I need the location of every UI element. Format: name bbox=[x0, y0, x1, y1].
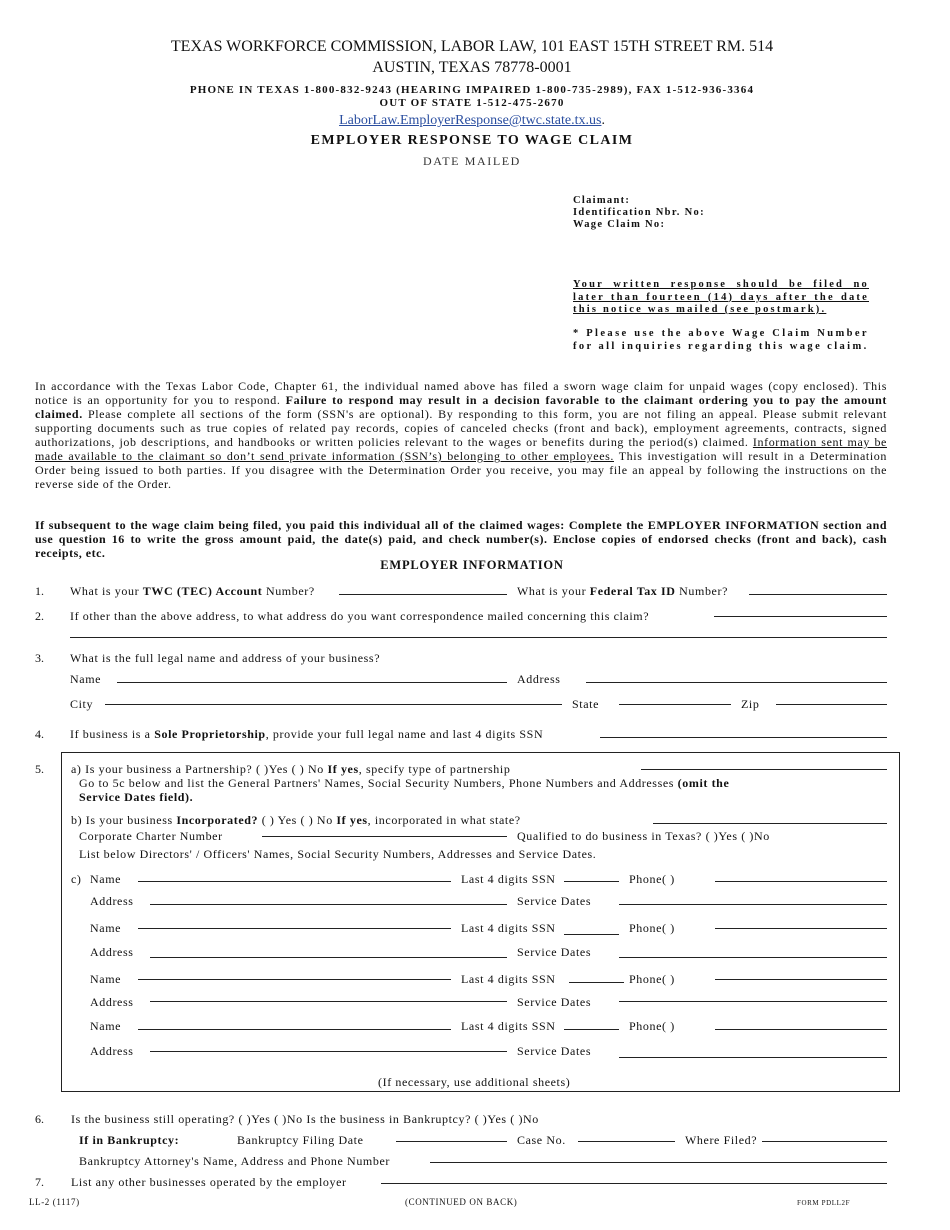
officer-3-name-label: Name bbox=[90, 972, 122, 986]
state-input[interactable] bbox=[619, 704, 731, 705]
form-title: EMPLOYER RESPONSE TO WAGE CLAIM bbox=[310, 133, 634, 148]
officer-4-phone-label: Phone( ) bbox=[629, 1019, 675, 1033]
q5b-label: b) Is your business Incorporated? ( ) Yes ( ) No If yes, incorporated in what state? bbox=[71, 813, 521, 827]
agency-out-of-state-phone: OUT OF STATE 1-512-475-2670 bbox=[379, 97, 565, 109]
business-address-input[interactable] bbox=[586, 682, 887, 683]
city-input[interactable] bbox=[105, 704, 562, 705]
q2-label: If other than the above address, to what address do you want correspondence mailed concerning this claim? bbox=[70, 609, 650, 623]
bankruptcy-attorney-label: Bankruptcy Attorney's Name, Address and Phone Number bbox=[79, 1154, 390, 1168]
where-filed-input[interactable] bbox=[762, 1141, 887, 1142]
wage-claim-label: Wage Claim No: bbox=[573, 219, 666, 230]
q3-number: 3. bbox=[35, 651, 44, 665]
officer-3-address-input[interactable] bbox=[150, 1001, 507, 1002]
officer-1-phone-input[interactable] bbox=[715, 881, 887, 882]
q5a-instruction-2: Service Dates field). bbox=[79, 790, 194, 804]
continued-on-back: (CONTINUED ON BACK) bbox=[405, 1197, 518, 1207]
q4-number: 4. bbox=[35, 727, 44, 741]
officer-1-name-label: Name bbox=[90, 872, 122, 886]
officer-2-name-label: Name bbox=[90, 921, 122, 935]
officer-1-address-label: Address bbox=[90, 894, 134, 908]
correspondence-address-input-2[interactable] bbox=[70, 637, 887, 638]
other-businesses-input[interactable] bbox=[381, 1183, 887, 1184]
officer-4-ssn-input[interactable] bbox=[564, 1029, 619, 1030]
officer-4-ssn-label: Last 4 digits SSN bbox=[461, 1019, 556, 1033]
officer-4-name-input[interactable] bbox=[138, 1029, 451, 1030]
officer-1-service-input[interactable] bbox=[619, 904, 887, 905]
bankruptcy-label: If in Bankruptcy: bbox=[79, 1133, 180, 1147]
agency-phone: PHONE IN TEXAS 1-800-832-9243 (HEARING IMPAIRED 1-800-735-2989), FAX 1-512-936-3364 bbox=[189, 84, 755, 96]
q5a-instruction: Go to 5c below and list the General Partners' Names, Social Security Numbers, Phone Numbers and Addresses (omit the bbox=[79, 776, 730, 790]
charter-number-label: Corporate Charter Number bbox=[79, 829, 223, 843]
q7-number: 7. bbox=[35, 1175, 44, 1189]
officer-1-service-label: Service Dates bbox=[517, 894, 592, 908]
bankruptcy-filing-date-input[interactable] bbox=[396, 1141, 507, 1142]
q7-label: List any other businesses operated by the employer bbox=[71, 1175, 347, 1189]
q6-number: 6. bbox=[35, 1112, 44, 1126]
q3-city-label: City bbox=[70, 697, 94, 711]
officer-3-service-input[interactable] bbox=[619, 1001, 887, 1002]
additional-sheets-note: (If necessary, use additional sheets) bbox=[378, 1075, 571, 1089]
bankruptcy-filing-date-label: Bankruptcy Filing Date bbox=[237, 1133, 364, 1147]
officer-2-ssn-label: Last 4 digits SSN bbox=[461, 921, 556, 935]
qualified-texas-label: Qualified to do business in Texas? ( )Yes ( )No bbox=[517, 829, 770, 843]
email-line: LaborLaw.EmployerResponse@twc.state.tx.us. bbox=[339, 113, 605, 128]
officer-3-service-label: Service Dates bbox=[517, 995, 592, 1009]
officer-3-phone-label: Phone( ) bbox=[629, 972, 675, 986]
twc-account-input[interactable] bbox=[339, 594, 507, 595]
partnership-type-input[interactable] bbox=[641, 769, 887, 770]
q1-tax-id-label: What is your Federal Tax ID Number? bbox=[517, 584, 728, 598]
q5a-label: a) Is your business a Partnership? ( )Yes ( ) No If yes, specify type of partnership bbox=[71, 762, 511, 776]
list-directors-instruction: List below Directors' / Officers' Names, Social Security Numbers, Addresses and Service Dates. bbox=[79, 847, 597, 861]
officer-4-service-label: Service Dates bbox=[517, 1044, 592, 1058]
officer-3-ssn-label: Last 4 digits SSN bbox=[461, 972, 556, 986]
agency-address-line2: AUSTIN, TEXAS 78778-0001 bbox=[372, 59, 572, 76]
officer-4-service-input[interactable] bbox=[619, 1057, 887, 1058]
officer-2-service-label: Service Dates bbox=[517, 945, 592, 959]
agency-address-line1: TEXAS WORKFORCE COMMISSION, LABOR LAW, 101 EAST 15TH STREET RM. 514 bbox=[170, 38, 774, 55]
officer-2-phone-input[interactable] bbox=[715, 928, 887, 929]
q5c-label: c) bbox=[71, 872, 82, 886]
zip-input[interactable] bbox=[776, 704, 887, 705]
form-code: FORM PDLL2F bbox=[797, 1199, 851, 1207]
claimant-label: Claimant: bbox=[573, 195, 631, 206]
q6-label: Is the business still operating? ( )Yes ( )No Is the business in Bankruptcy? ( )Yes ( )No bbox=[71, 1112, 539, 1126]
incorporated-state-input[interactable] bbox=[653, 823, 887, 824]
business-name-input[interactable] bbox=[117, 682, 507, 683]
q1-account-label: What is your TWC (TEC) Account Number? bbox=[70, 584, 315, 598]
officer-4-phone-input[interactable] bbox=[715, 1029, 887, 1030]
officer-3-address-label: Address bbox=[90, 995, 134, 1009]
sole-proprietor-input[interactable] bbox=[600, 737, 887, 738]
q3-address-label: Address bbox=[517, 672, 561, 686]
officer-1-ssn-input[interactable] bbox=[564, 881, 619, 882]
intro-paragraph: In accordance with the Texas Labor Code, Chapter 61, the individual named above has filed a sworn wage claim for unpaid wages (copy enclosed). This notice is an opportunity for you to respond. Failure to respond may result in a decision favorable to the claimant ordering you to pay the amount claimed. Please complete all sections of the form (SSN's are optional). By responding to this form, you are not filing an appeal. Please submit relevant supporting documents such as true copies of related pay records, copies of canceled checks (front and back), employment agreements, contracts, signed authorizations, job descriptions, and handbooks or written policies relevant to the wages or benefits during the period(s) claimed. Information sent may be made available to the claimant so don’t send private information (SSN’s) belonging to other employees. This investigation will result in a Determination Order being issued to both parties. If you disagree with the Determination Order you receive, you may file an appeal by following the instructions on the reverse side of the Order. bbox=[35, 379, 887, 491]
q3-state-label: State bbox=[572, 697, 599, 711]
officer-1-address-input[interactable] bbox=[150, 904, 507, 905]
where-filed-label: Where Filed? bbox=[685, 1133, 758, 1147]
officer-4-address-label: Address bbox=[90, 1044, 134, 1058]
officer-2-phone-label: Phone( ) bbox=[629, 921, 675, 935]
q1-number: 1. bbox=[35, 584, 44, 598]
officer-3-phone-input[interactable] bbox=[715, 979, 887, 980]
officer-2-address-input[interactable] bbox=[150, 957, 507, 958]
section-title: EMPLOYER INFORMATION bbox=[380, 558, 564, 572]
response-deadline-notice: Your written response should be filed no later than fourteen (14) days after the date this notice was mailed (see postmark). bbox=[573, 279, 869, 315]
officer-1-name-input[interactable] bbox=[138, 881, 451, 882]
case-no-input[interactable] bbox=[578, 1141, 675, 1142]
officer-2-address-label: Address bbox=[90, 945, 134, 959]
q3-name-label: Name bbox=[70, 672, 102, 686]
date-mailed-label: DATE MAILED bbox=[423, 154, 521, 168]
officer-2-service-input[interactable] bbox=[619, 957, 887, 958]
form-number: LL-2 (1117) bbox=[29, 1197, 80, 1207]
officer-3-ssn-input[interactable] bbox=[569, 982, 624, 983]
subsequent-payment-paragraph: If subsequent to the wage claim being filed, you paid this individual all of the claimed wages: Complete the EMPLOYER INFORMATION section and use question 16 to write the gross amount paid, the date(s) paid, and check number(s). Enclose copies of endorsed checks (front and back), cash receipts, etc. bbox=[35, 518, 887, 560]
q3-label: What is the full legal name and address of your business? bbox=[70, 651, 381, 665]
identification-label: Identification Nbr. No: bbox=[573, 207, 705, 218]
officer-4-address-input[interactable] bbox=[150, 1051, 507, 1052]
officer-1-ssn-label: Last 4 digits SSN bbox=[461, 872, 556, 886]
inquiry-notice: * Please use the above Wage Claim Number for all inquiries regarding this wage claim. bbox=[573, 328, 869, 352]
q4-label: If business is a Sole Proprietorship, provide your full legal name and last 4 digits SSN bbox=[70, 727, 544, 741]
q3-zip-label: Zip bbox=[741, 697, 760, 711]
officer-2-name-input[interactable] bbox=[138, 928, 451, 929]
email-link[interactable]: LaborLaw.EmployerResponse@twc.state.tx.us bbox=[339, 113, 602, 128]
officer-4-name-label: Name bbox=[90, 1019, 122, 1033]
officer-1-phone-label: Phone( ) bbox=[629, 872, 675, 886]
charter-number-input[interactable] bbox=[262, 836, 507, 837]
officer-2-ssn-input[interactable] bbox=[564, 934, 619, 935]
bankruptcy-attorney-input[interactable] bbox=[430, 1162, 887, 1163]
officer-3-name-input[interactable] bbox=[138, 979, 451, 980]
case-no-label: Case No. bbox=[517, 1133, 566, 1147]
q5-number: 5. bbox=[35, 762, 44, 776]
federal-tax-id-input[interactable] bbox=[749, 594, 887, 595]
q2-number: 2. bbox=[35, 609, 44, 623]
correspondence-address-input[interactable] bbox=[714, 616, 887, 617]
